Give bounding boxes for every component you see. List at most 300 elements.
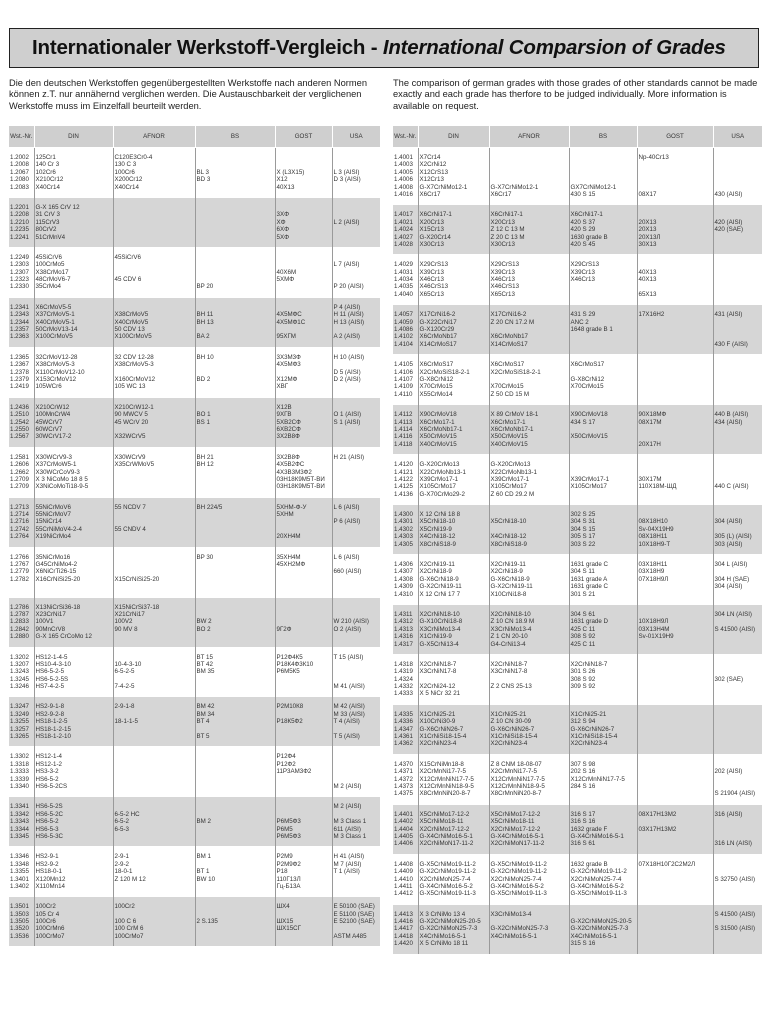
table-row — [393, 704, 762, 754]
cell-din-value: X14CrMoS17 — [419, 340, 457, 348]
cell-gost-value — [639, 726, 713, 733]
cell-din — [34, 148, 113, 198]
cell-gost-value — [639, 361, 713, 368]
cell-usa-value — [334, 426, 381, 433]
cell-bs-value — [197, 234, 275, 241]
table-row — [393, 654, 762, 704]
cell-wst-value: 1.2567 — [10, 433, 29, 441]
cell-din-value: X6NiCrTi26-15 — [35, 568, 77, 576]
cell-usa-value — [715, 783, 763, 790]
cell-bs-value — [197, 533, 275, 540]
cell-afnor-value: X30WCrV9 — [114, 453, 146, 461]
cell-bs-value — [197, 604, 275, 611]
cell-din-value: X2CrNi19-11 — [419, 561, 455, 569]
table-row — [9, 797, 380, 847]
cell-bs-value: BM 34 — [196, 710, 215, 718]
cell-din-value: 45WCrV7 — [35, 418, 63, 426]
cell-wst-value: 1.4105 — [394, 361, 413, 369]
cell-gost — [275, 447, 332, 497]
cell-gost — [275, 297, 332, 347]
cell-din-value: X1CrNi19-9 — [419, 633, 452, 641]
cell-din — [418, 455, 489, 505]
cell-bs-value — [571, 161, 637, 168]
cell-gost-value: 65Х13 — [638, 290, 657, 298]
cell-usa-value: 304 (AISI) — [714, 518, 743, 526]
cell-gost — [275, 847, 332, 897]
cell-afnor-value: X35CrWMoV5 — [114, 461, 155, 469]
cell-din-value: X50CrMoV15 — [419, 433, 457, 441]
cell-din-value: G-X20Cr14 — [419, 233, 451, 241]
cell-usa-value — [715, 211, 763, 218]
cell-usa-value — [334, 161, 381, 168]
cell-wst — [393, 355, 418, 405]
cell-wst-value: 1.4417 — [394, 925, 413, 933]
cell-din-value: 100Cr6 — [35, 918, 56, 926]
cell-wst-value: 1.4125 — [394, 483, 413, 491]
cell-afnor-value: G-X20CrMo13 — [490, 461, 531, 469]
cell-usa-value — [334, 383, 381, 390]
cell-gost — [637, 305, 713, 355]
cell-usa-value — [715, 426, 763, 433]
cell-wst-value: 1.4317 — [394, 640, 413, 648]
cell-usa — [713, 704, 762, 754]
cell-gost-value: 10Х18Н9Л — [638, 618, 669, 626]
cell-gost-value: 08Х17 — [638, 190, 657, 198]
cell-din-value: HS6-5-2CS — [35, 783, 68, 790]
cell-din-value: X2CrNiN23-4 — [419, 740, 457, 748]
cell-usa-value: 611 (AISI) — [333, 825, 361, 833]
cell-din-value: X3CrNiMo13-4 — [419, 625, 461, 633]
cell-usa-value — [715, 361, 763, 368]
cell-gost-value: Р12Ф4К5 — [276, 653, 303, 661]
cell-wst-value: 1.4086 — [394, 326, 413, 334]
cell-gost-value — [277, 518, 332, 525]
cell-bs-value: X2CrNiN18-7 — [570, 660, 608, 668]
cell-bs-value — [197, 383, 275, 390]
cell-gost-value — [639, 783, 713, 790]
cell-gost-value: 03Н18К9М5Т-ВИ — [276, 475, 325, 483]
cell-usa-value — [334, 633, 381, 640]
grade-group — [393, 205, 762, 255]
cell-usa-value — [715, 261, 763, 268]
cell-bs-value — [197, 861, 275, 868]
cell-gost-value — [639, 426, 713, 433]
cell-wst-value: 1.4114 — [394, 425, 413, 433]
cell-afnor-value: G-X7CrNiMo12-1 — [490, 183, 539, 191]
cell-wst — [393, 754, 418, 804]
cell-wst-value: 1.4102 — [394, 333, 413, 341]
cell-gost — [275, 497, 332, 547]
cell-din-value: G-X6CrNi18-9 — [419, 575, 459, 583]
cell-afnor-value: Z 120 M 12 — [114, 875, 146, 883]
cell-afnor-value: X6CrMo17-1 — [490, 418, 526, 426]
cell-gost-value: 5ХВ2СФ — [276, 418, 301, 426]
cell-din — [34, 497, 113, 547]
cell-afnor-value: 100V2 — [114, 618, 133, 626]
cell-usa-value — [334, 461, 381, 468]
cell-bs — [195, 347, 275, 397]
cell-wst-value: 1.4116 — [394, 433, 413, 441]
cell-wst-value: 1.2713 — [10, 503, 29, 511]
cell-afnor-value — [115, 654, 195, 661]
cell-bs-value: 312 S 94 — [570, 718, 596, 726]
cell-din-value: X2CrNiN18-7 — [419, 660, 457, 668]
cell-bs-value — [197, 768, 275, 775]
cell-usa-value: L 7 (AISI) — [333, 261, 360, 269]
cell-afnor-value: 6-5-2 HC — [114, 810, 140, 818]
cell-wst-value: 1.2208 — [10, 211, 29, 219]
cell-usa-value — [334, 661, 381, 668]
cell-bs — [569, 148, 637, 205]
cell-afnor-value — [115, 469, 195, 476]
cell-bs-value: 202 S 16 — [570, 768, 596, 776]
cell-din — [34, 447, 113, 497]
cell-bs-value — [571, 790, 637, 797]
cell-gost-value: 6ХВ2СФ — [276, 425, 301, 433]
cell-usa-value — [334, 533, 381, 540]
cell-afnor-value — [115, 883, 195, 890]
grade-group — [9, 397, 380, 447]
cell-usa-value — [334, 811, 381, 818]
cell-din-value: X5CrNi18-10 — [419, 518, 456, 526]
cell-afnor-value: X6CrMoNb17 — [490, 333, 528, 341]
cell-usa-value: O 1 (AISI) — [333, 411, 362, 419]
cell-din-value: HS6-5-2-5S — [35, 675, 69, 683]
cell-usa-value — [715, 826, 763, 833]
cell-afnor-value: X10CrNi18-8 — [490, 590, 527, 598]
cell-usa-value — [715, 469, 763, 476]
cell-gost-value: 03Х18Н9 — [638, 568, 665, 576]
cell-afnor-value: X2CrMnNi17-7-5 — [490, 768, 537, 776]
cell-din-value: X30Cr13 — [419, 240, 444, 248]
cell-bs-value: BP 20 — [196, 283, 214, 291]
cell-din-value: HS7-4-2-5 — [35, 683, 65, 691]
cell-din — [418, 305, 489, 355]
table-row — [393, 804, 762, 854]
cell-bs-value: G-X2CrNiMo19-11-2 — [570, 868, 627, 876]
cell-wst-value: 1.4057 — [394, 311, 413, 319]
cell-afnor — [489, 555, 569, 605]
cell-usa-value: 440 B (AISI) — [714, 411, 749, 419]
cell-din-value: X19NiCrMo4 — [35, 533, 71, 541]
cell-usa-value: T 1 (AISI) — [333, 868, 360, 876]
cell-usa-value: H 11 (AISI) — [333, 311, 364, 319]
cell-gost-value — [639, 326, 713, 333]
cell-usa-value — [334, 511, 381, 518]
cell-wst-value: 1.4301 — [394, 518, 413, 526]
cell-din-value: 100CrMo5 — [35, 261, 65, 269]
cell-afnor-value: X40CrMoV15 — [490, 440, 528, 448]
cell-usa — [713, 205, 762, 255]
cell-bs-value: X39Cr13 — [570, 268, 595, 276]
cell-din — [418, 355, 489, 405]
cell-gost-value — [277, 261, 332, 268]
cell-usa — [332, 247, 380, 297]
cell-wst-value: 1.4333 — [394, 690, 413, 698]
col-header-wst: Wst.-Nr. — [393, 126, 418, 148]
cell-gost-value: 110Г13Л — [276, 875, 301, 883]
cell-din-value: 90MnCrV8 — [35, 625, 66, 633]
cell-usa-value: O 2 (AISI) — [333, 625, 362, 633]
cell-din-value: 55NiCrMoV7 — [35, 511, 71, 519]
cell-gost-value: 9Г2Ф — [276, 625, 292, 633]
grade-group — [393, 255, 762, 305]
cell-wst-value: 1.4003 — [394, 161, 413, 169]
cell-gost-value — [639, 333, 713, 340]
cell-gost-value — [639, 161, 713, 168]
cell-usa-value — [715, 161, 763, 168]
cell-din-value: HS12-1-4 — [35, 753, 62, 761]
cell-usa-value: E 52100 (SAE) — [333, 918, 375, 926]
cell-usa-value — [715, 740, 763, 747]
cell-usa-value: 430 F (AISI) — [714, 340, 748, 348]
cell-din-value: X2CrNiN18-10 — [419, 610, 460, 618]
table-row — [393, 854, 762, 904]
cell-afnor-value — [115, 711, 195, 718]
cell-afnor — [489, 255, 569, 305]
cell-din-value: HS12-1-2 — [35, 760, 62, 768]
cell-gost-value — [639, 918, 713, 925]
cell-usa-value — [715, 883, 763, 890]
cell-din — [34, 847, 113, 897]
cell-bs-value — [197, 476, 275, 483]
cell-usa-value — [715, 433, 763, 440]
cell-din-value: HS18-1-2-5 — [35, 718, 68, 726]
cell-gost-value: Р18К5Ф2 — [276, 718, 303, 726]
cell-wst — [9, 397, 34, 447]
cell-bs-value — [197, 276, 275, 283]
cell-usa-value — [334, 583, 381, 590]
grade-group — [393, 148, 762, 205]
cell-afnor-value — [115, 219, 195, 226]
cell-afnor-value: X3CrNiN17-8 — [490, 668, 528, 676]
cell-din-value: X12Cr13 — [419, 176, 444, 184]
cell-afnor-value: C120E3Cr0-4 — [114, 154, 153, 161]
cell-afnor-value: X105CrMo17 — [490, 483, 527, 491]
cell-afnor-value — [115, 283, 195, 290]
cell-usa — [713, 654, 762, 704]
grade-group — [393, 654, 762, 704]
cell-din-value: HS3-3-2 — [35, 768, 59, 776]
cell-din-value: X 5 NiCr 32 21 — [419, 690, 461, 698]
cell-afnor-value: X 89 CrMoV 18-1 — [490, 411, 539, 419]
cell-afnor-value: X2CrNi19-11 — [490, 561, 526, 569]
cell-din-value: 50CrMoV13-14 — [35, 326, 78, 334]
cell-usa-value — [334, 753, 381, 760]
cell-gost — [275, 197, 332, 247]
cell-usa — [332, 148, 380, 198]
cell-gost-value: Р6М5 — [276, 825, 293, 833]
cell-usa-value — [334, 561, 381, 568]
cell-bs-value — [571, 469, 637, 476]
cell-bs-value: G-X2CrNiMoN25-20-5 — [570, 918, 632, 926]
table-row — [393, 255, 762, 305]
cell-gost-value: ШХ15 — [276, 918, 294, 926]
grade-group — [9, 148, 380, 198]
cell-bs-value: BM 42 — [196, 703, 215, 711]
cell-usa-value — [715, 733, 763, 740]
cell-gost-value: Гц-Б13А — [276, 882, 301, 890]
cell-usa-value: W 210 (AISI) — [333, 618, 369, 626]
cell-gost-value — [639, 840, 713, 847]
cell-din-value: 30WCrV17-2 — [35, 433, 72, 441]
cell-din-value: X1CrNiSi18-15-4 — [419, 733, 467, 741]
intro-english: The comparison of german grades with those grades of other standards cannot be made exactly and each grade has therfore to be judged individually. More information is available on request. — [393, 78, 758, 111]
cell-afnor-value: Z 1 CN 20-10 — [490, 633, 528, 641]
grade-group — [393, 405, 762, 455]
cell-din — [418, 604, 489, 654]
cell-wst-value: 1.4362 — [394, 740, 413, 748]
cell-gost-value — [639, 369, 713, 376]
cell-usa-value — [715, 326, 763, 333]
cell-afnor-value: X14CrMoS17 — [490, 340, 528, 348]
cell-din-value: X120Mn12 — [35, 875, 66, 883]
cell-bs — [195, 197, 275, 247]
cell-usa-value — [334, 404, 381, 411]
cell-wst-value: 1.3341 — [10, 803, 29, 811]
cell-gost-value: 4Х5В2ФС — [276, 461, 305, 469]
cell-wst-value: 1.4312 — [394, 618, 413, 626]
cell-wst-value: 1.2581 — [10, 453, 29, 461]
cell-usa-value — [334, 361, 381, 368]
table-row — [393, 305, 762, 355]
cell-din-value: X46Cr13 — [419, 276, 444, 284]
cell-usa-value — [334, 476, 381, 483]
cell-din-value: X38CrMoV5-3 — [35, 361, 75, 369]
grade-group — [393, 704, 762, 754]
cell-din-value: HS6-5-2 — [35, 775, 59, 783]
cell-gost-value: 30Х17М — [638, 475, 662, 483]
cell-afnor-value: 100Cr2 — [114, 903, 135, 911]
cell-bs-value — [197, 925, 275, 932]
cell-gost-value — [277, 611, 332, 618]
cell-wst-value: 1.4411 — [394, 882, 413, 890]
cell-afnor-value: G-X2CrNiMoN25-7-3 — [490, 925, 549, 933]
cell-bs-value: BH 11 — [196, 311, 214, 319]
col-header-bs: BS — [195, 126, 275, 148]
cell-usa-value: 431 (AISI) — [714, 311, 743, 319]
cell-gost-value — [639, 176, 713, 183]
cell-bs-value — [197, 469, 275, 476]
cell-afnor-value: 2-9-1-8 — [114, 703, 135, 711]
cell-afnor — [113, 647, 195, 697]
cell-afnor-value: X8CrNiS18-9 — [490, 540, 527, 548]
cell-afnor-value: G-X2CrNi19-11 — [490, 583, 533, 591]
cell-bs-value: GX7CrNiMo12-1 — [570, 183, 617, 191]
cell-usa — [713, 555, 762, 605]
cell-gost-value: Х12В — [276, 403, 292, 411]
cell-bs-value — [197, 883, 275, 890]
cell-bs-value: BW 10 — [196, 875, 216, 883]
cell-wst-value: 1.2201 — [10, 203, 29, 211]
cell-usa — [332, 297, 380, 347]
cell-usa-value: S 21904 (AISI) — [714, 790, 756, 798]
cell-gost — [637, 555, 713, 605]
table-row — [393, 455, 762, 505]
cell-wst-value: 1.2344 — [10, 318, 29, 326]
cell-wst-value: 1.4028 — [394, 240, 413, 248]
cell-gost-value: 03Н18К9М5Т-ВИ — [276, 483, 325, 491]
table-row — [393, 355, 762, 405]
cell-afnor-value — [115, 369, 195, 376]
cell-din-value: X110CrMoV12-10 — [35, 368, 85, 376]
cell-bs-value: BD 2 — [196, 375, 211, 383]
cell-bs — [195, 797, 275, 847]
cell-usa-value — [334, 604, 381, 611]
cell-wst-value: 1.2766 — [10, 553, 29, 561]
cell-gost — [637, 704, 713, 754]
cell-usa — [332, 847, 380, 897]
cell-wst — [9, 647, 34, 697]
cell-din-value: X70CrMo15 — [419, 383, 453, 391]
cell-gost-value: 20Х13 — [638, 226, 657, 234]
cell-bs-value — [571, 176, 637, 183]
col-header-usa: USA — [713, 126, 762, 148]
cell-usa-value — [715, 668, 763, 675]
cell-din-value: X40CrMoV15 — [419, 440, 457, 448]
cell-usa-value — [715, 369, 763, 376]
cell-wst-value: 1.4371 — [394, 768, 413, 776]
cell-afnor-value: X4CrNi18-12 — [490, 533, 527, 541]
cell-afnor-value: X1CrNi25-21 — [490, 710, 527, 718]
cell-bs-value — [197, 483, 275, 490]
cell-bs-value: BT 1 — [196, 868, 210, 876]
cell-gost-value: 20Х13 — [638, 218, 657, 226]
cell-din-value: X 12 CrNi 17 7 — [419, 590, 461, 598]
cell-gost-value: X12 — [276, 176, 288, 184]
cell-wst-value: 1.2067 — [10, 168, 29, 176]
cell-afnor-value — [115, 911, 195, 918]
cell-din-value: HS2-9-2 — [35, 860, 59, 868]
cell-usa — [332, 797, 380, 847]
cell-bs-value: BP 30 — [196, 553, 214, 561]
cell-din — [34, 797, 113, 847]
cell-wst-value: 1.3255 — [10, 718, 29, 726]
cell-afnor-value: X40CrMoV5 — [114, 318, 149, 326]
cell-bs-value — [197, 184, 275, 191]
grade-group — [9, 247, 380, 297]
cell-usa-value — [334, 768, 381, 775]
cell-wst-value: 1.4405 — [394, 832, 413, 840]
cell-gost — [637, 904, 713, 953]
cell-wst-value: 1.4027 — [394, 233, 413, 241]
cell-afnor — [489, 754, 569, 804]
cell-gost-value — [639, 690, 713, 697]
col-header-usa: USA — [332, 126, 380, 148]
cell-din-value: 35NiCrMo16 — [35, 553, 71, 561]
cell-wst-value: 1.4408 — [394, 860, 413, 868]
cell-bs — [195, 148, 275, 198]
table-row — [9, 247, 380, 297]
cell-din-value: 32CrMoV12-28 — [35, 353, 78, 361]
cell-gost-value: 08Х18Н11 — [638, 533, 668, 541]
cell-usa-value: M 33 (AISI) — [333, 710, 365, 718]
cell-bs-value — [571, 283, 637, 290]
col-header-din: DIN — [34, 126, 113, 148]
cell-afnor — [113, 447, 195, 497]
cell-wst-value: 1.2235 — [10, 226, 29, 234]
cell-bs-value: 308 S 92 — [570, 633, 596, 641]
cell-din-value: X6CrMo17-1 — [419, 418, 455, 426]
cell-usa-value — [334, 883, 381, 890]
cell-afnor-value: G4-CrNi13-4 — [490, 640, 526, 648]
cell-afnor-value: 2-9-2 — [114, 860, 129, 868]
cell-bs-value — [197, 826, 275, 833]
cell-afnor-value: X46CrS13 — [490, 283, 520, 291]
cell-usa-value: H 21 (AISI) — [333, 453, 365, 461]
cell-afnor-value — [115, 533, 195, 540]
cell-gost — [275, 897, 332, 946]
